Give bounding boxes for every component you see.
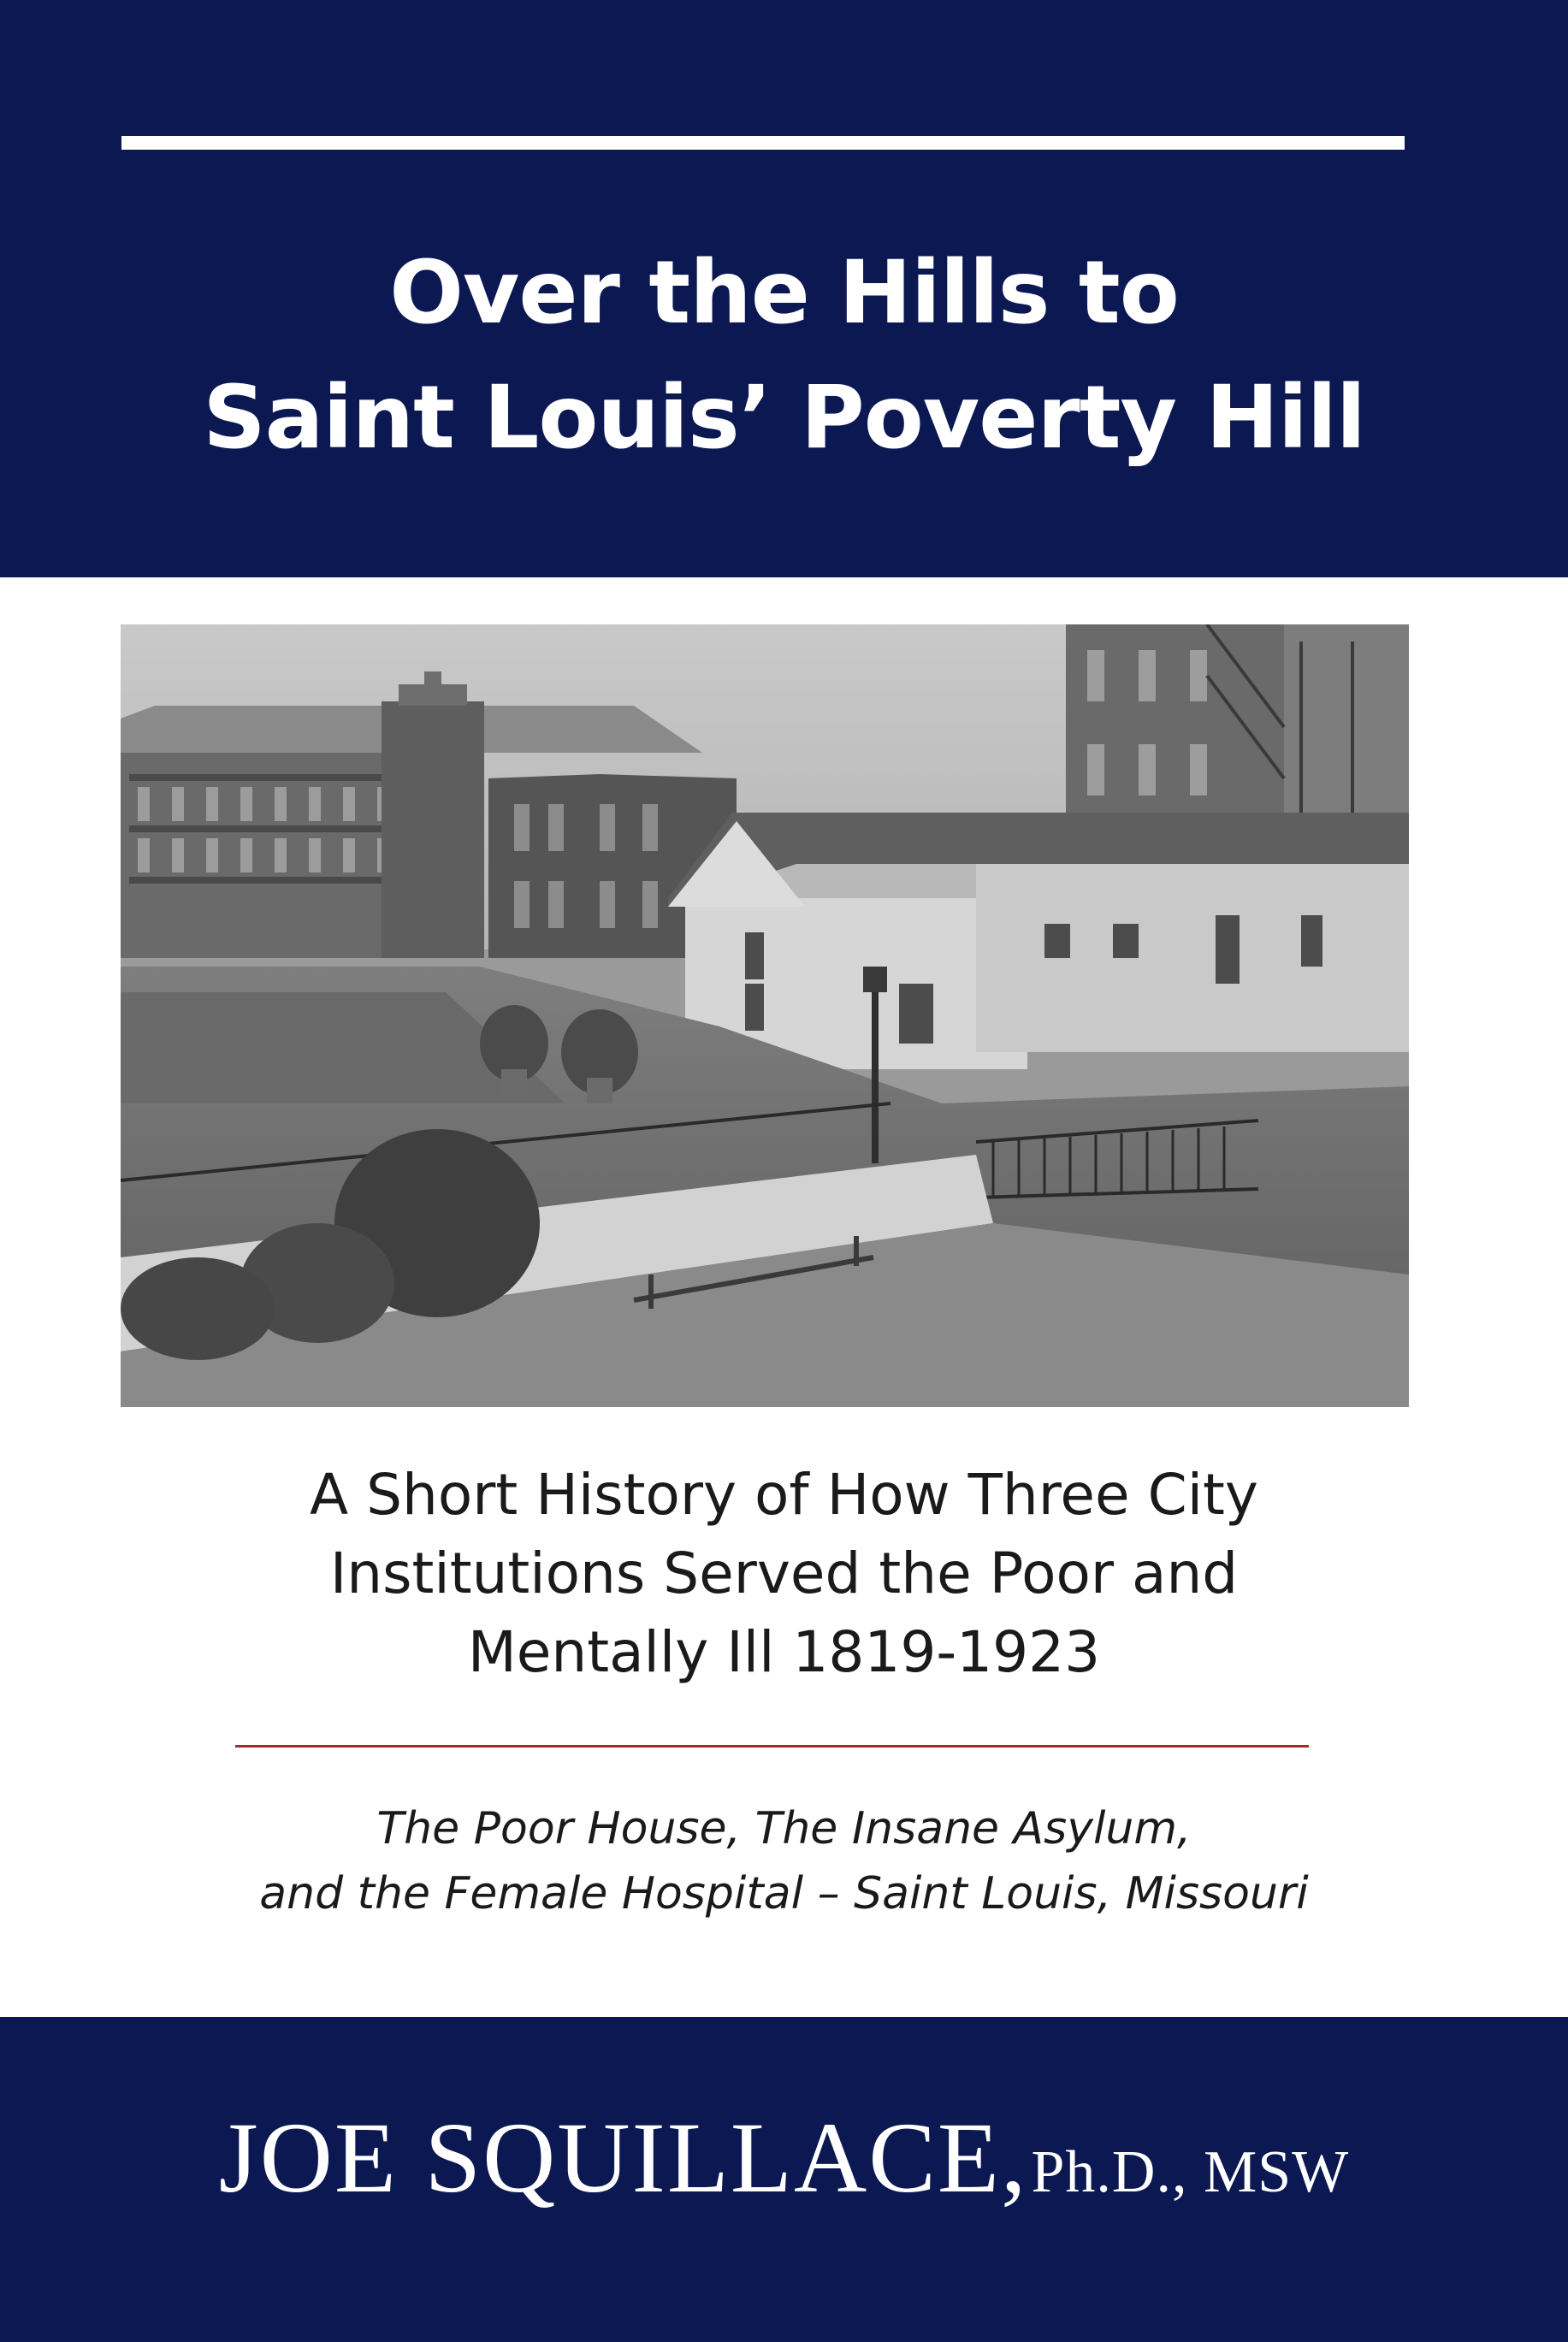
book-subtitle [0,1456,1568,1692]
subtitle-line-1: A Short History of How Three City [310,1462,1258,1528]
top-divider [121,136,1405,150]
tagline-line-1: The Poor House, The Insane Asylum, [376,1803,1192,1854]
historic-photo-illustration [121,624,1409,1407]
title-line-1: Over the Hills to [389,242,1179,344]
subtitle-line-2: Institutions Served the Poor and [329,1541,1239,1606]
section-divider [235,1745,1309,1748]
author-line [0,2100,1568,2216]
cover-photo [121,624,1409,1407]
title-line-2: Saint Louis’ Poverty Hill [203,367,1365,469]
subtitle-line-3: Mentally Ill 1819-1923 [467,1619,1101,1685]
book-tagline [0,1796,1568,1926]
tagline-line-2: and the Female Hospital – Saint Louis, Missouri [259,1868,1309,1919]
author-credentials: Ph.D., MSW [1031,2139,1350,2205]
author-name: JOE SQUILLACE, [218,2102,1028,2214]
book-title [0,231,1568,481]
